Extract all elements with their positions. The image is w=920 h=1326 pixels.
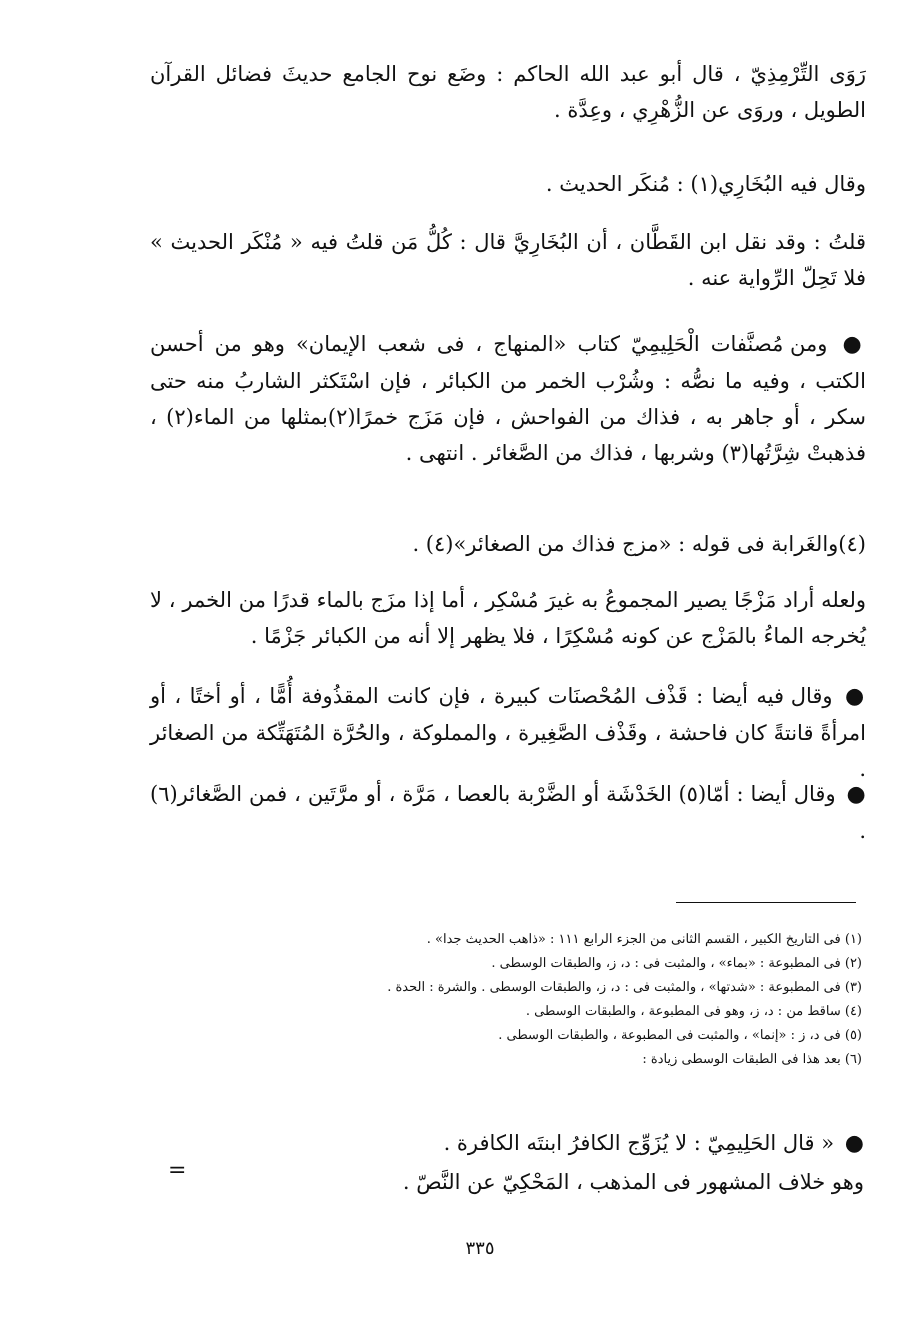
bullet-icon: ● (842, 332, 866, 357)
page-number: ٣٣٥ (465, 1238, 495, 1259)
footnotes-list (300, 928, 862, 1072)
footnote-6: (٦) بعد هذا فى الطبقات الوسطى زيادة : (642, 1052, 862, 1067)
footnote-3: (٣) فى المطبوعة : «شدتها» ، والمثبت فى : د، ز، والطبقات الوسطى . والشرة : الحدة . (387, 980, 862, 995)
footnote-4: (٤) ساقط من : د، ز، وهو فى المطبوعة ، والطبقات الوسطى . (525, 1004, 862, 1019)
continuation-line-2: وهو خلاف المشهور فى المذهب ، المَحْكِيّ عن النَّصّ . (402, 1170, 864, 1194)
paragraph-text: ومن مُصنَّفات الْحَلِيمِيّ كتاب «المنهاج ، فى شعب الإيمان» وهو من أحسن الكتب ، وفيه ما نصُّه : وشُرْب الخمر من الكبائر ، فإن اسْتَكثر الشاربُ منه حتى سكر ، أو جاهر به ، فذاك من الفواحش ، فإن مَزَج خمرًا(٢)بمثلها من الماء(٢) ، فذهبتْ شِرَّتُها(٣) وشربها ، فذاك من الصَّغائر . انتهى . (150, 332, 866, 465)
paragraph-qadhf (150, 678, 866, 787)
paragraph-halimi-minhaj (150, 326, 866, 471)
continuation-line-1 (360, 1124, 864, 1163)
paragraph-text: وقال أيضا : أمّا(٥) الخَدْشَة أو الضَّرْبة بالعصا ، مَرَّة ، أو مرَّتَين ، فمن الصَّغائر(٦) . (150, 782, 866, 843)
paragraph-bukhari-munkar: وقال فيه البُخَارِي(١) : مُنكَر الحديث . (545, 172, 866, 196)
paragraph-tirmidhi: رَوَى التِّرْمِذِيّ ، قال أبو عبد الله الحاكم : وضَع نوح الجامع حديثَ فضائل القرآن الطويل ، وروَى عن الزُّهْرِي ، وعِدَّة . (150, 62, 866, 122)
paragraph-khadsha (150, 776, 866, 849)
bullet-icon: ● (845, 684, 867, 709)
bullet-icon: ● (846, 782, 866, 807)
paragraph-ibn-qattan: قلتُ : وقد نقل ابن القَطَّان ، أن البُخَارِيَّ قال : كُلُّ مَن قلتُ فيه « مُنْكَر الحديث » فلا تَحِلّ الرِّواية عنه . (150, 230, 866, 290)
footnote-1: (١) فى التاريخ الكبير ، القسم الثانى من الجزء الرابع ١١١ : «ذاهب الحديث جدا» . (426, 932, 862, 947)
footnote-continuation (360, 1124, 864, 1201)
paragraph-gharaba: (٤)والغَرابة فى قوله : «مزج فذاك من الصغائر»(٤) . (412, 532, 866, 556)
footnote-5: (٥) فى د، ز : «إنما» ، والمثبت فى المطبوعة ، والطبقات الوسطى . (498, 1028, 862, 1043)
bullet-icon: ● (844, 1131, 864, 1156)
footnote-2: (٢) فى المطبوعة : «بماء» ، والمثبت فى : د، ز، والطبقات الوسطى . (491, 956, 862, 971)
paragraph-mazj: ولعله أراد مَزْجًا يصير المجموعُ به غيرَ مُسْكِر ، أما إذا مزَج بالماء قدرًا من الخمر ، لا يُخرجه الماءُ بالمَزْج عن كونه مُسْكِرًا ، فلا يظهر إلا أنه من الكبائر جَزْمًا . (150, 588, 866, 648)
footnote-divider (676, 902, 856, 903)
continuation-text: « قال الحَلِيمِيّ : لا يُزَوِّج الكافرُ ابنتَه الكافرة . (443, 1131, 835, 1155)
continuation-mark: = (168, 1158, 187, 1183)
paragraph-text: وقال فيه أيضا : قَذْف المُحْصنَات كبيرة ، فإن كانت المقذُوفة أُمًّا ، أو أختًا ، أو امرأةً قانتةً كان فاحشة ، وقَذْف الصَّغِيرة ، والمملوكة ، والحُرَّة المُتَهَتِّكة من الصغائر . (150, 684, 866, 781)
